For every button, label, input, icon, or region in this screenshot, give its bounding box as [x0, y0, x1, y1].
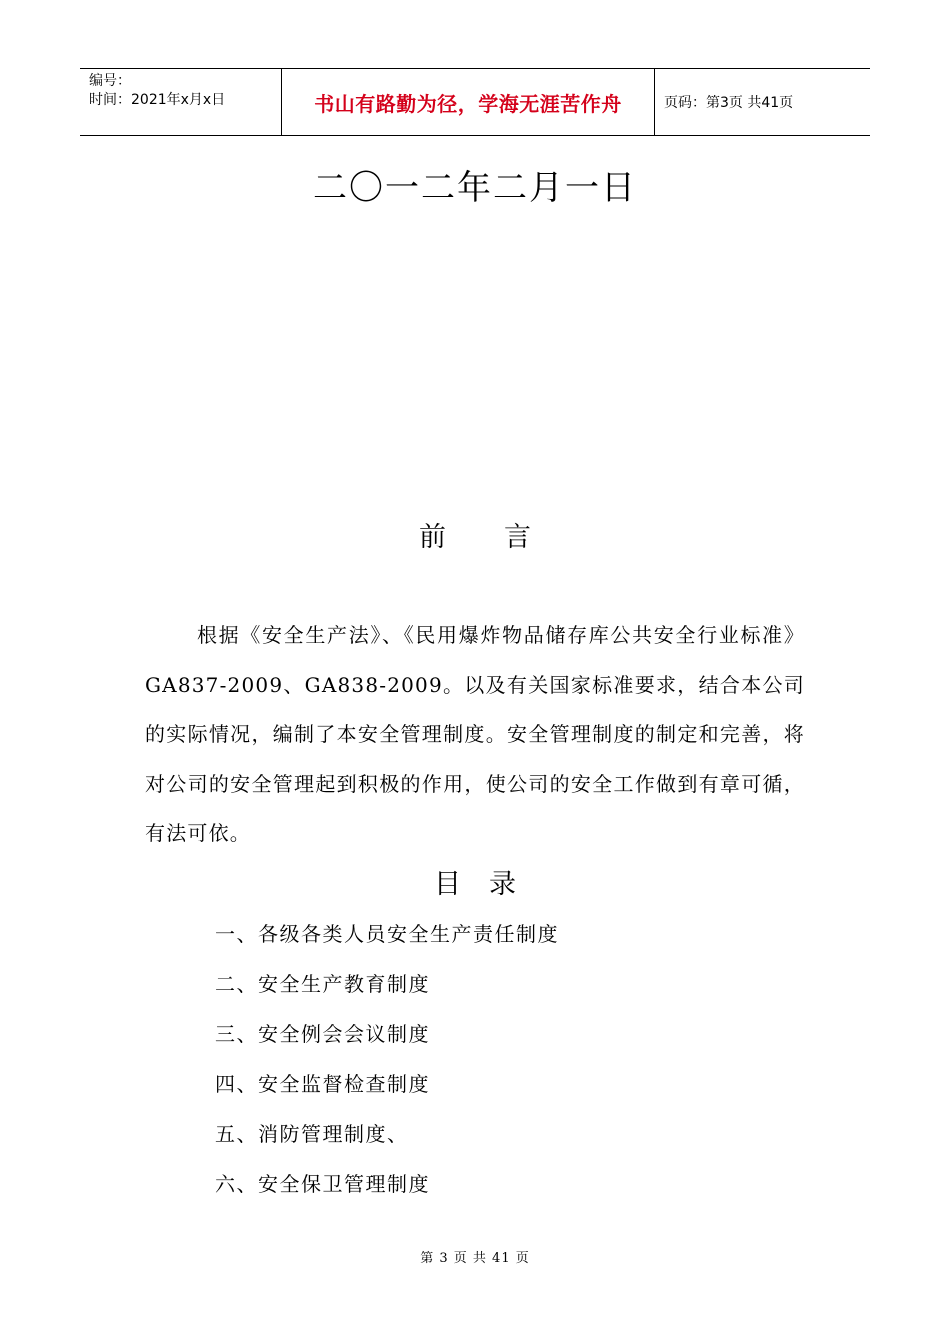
number-label: 编号：	[89, 73, 131, 89]
document-header	[80, 68, 870, 136]
toc-title	[0, 862, 950, 901]
motto-text: 书山有路勤为径，学海无涯苦作舟	[314, 91, 622, 116]
toc-item[interactable]: 二、安全生产教育制度	[215, 972, 430, 996]
toc-title-right: 录	[489, 869, 516, 900]
preface-title-left: 前	[419, 522, 446, 553]
time-label: 时间：2021年x月x日	[89, 92, 226, 108]
header-motto-cell	[281, 69, 655, 135]
toc-item[interactable]: 六、安全保卫管理制度	[215, 1172, 430, 1196]
preface-body: 根据《安全生产法》、《民用爆炸物品储存库公共安全行业标准》GA837-2009、GA838-2009。以及有关国家标准要求，结合本公司的实际情况，编制了本安全管理制度。安全管理制度的制定和完善，将对公司的安全管理起到积极的作用，使公司的安全工作做到有章可循，有法可依。	[145, 623, 805, 845]
toc-list	[215, 909, 559, 1209]
date-title: 二〇一二年二月一日	[313, 168, 637, 208]
header-meta	[80, 69, 281, 135]
preface-title	[0, 515, 950, 554]
page-footer: 第 3 页 共 41 页	[420, 1251, 530, 1266]
header-page-cell	[655, 69, 870, 135]
toc-title-left: 目	[434, 869, 461, 900]
preface-title-right: 言	[504, 522, 531, 553]
page-label: 页码：第3页 共41页	[664, 95, 794, 111]
toc-item[interactable]: 三、安全例会会议制度	[215, 1022, 430, 1046]
toc-item[interactable]: 一、各级各类人员安全生产责任制度	[215, 922, 559, 946]
toc-item[interactable]: 四、安全监督检查制度	[215, 1072, 430, 1096]
toc-item[interactable]: 五、消防管理制度、	[215, 1122, 409, 1146]
